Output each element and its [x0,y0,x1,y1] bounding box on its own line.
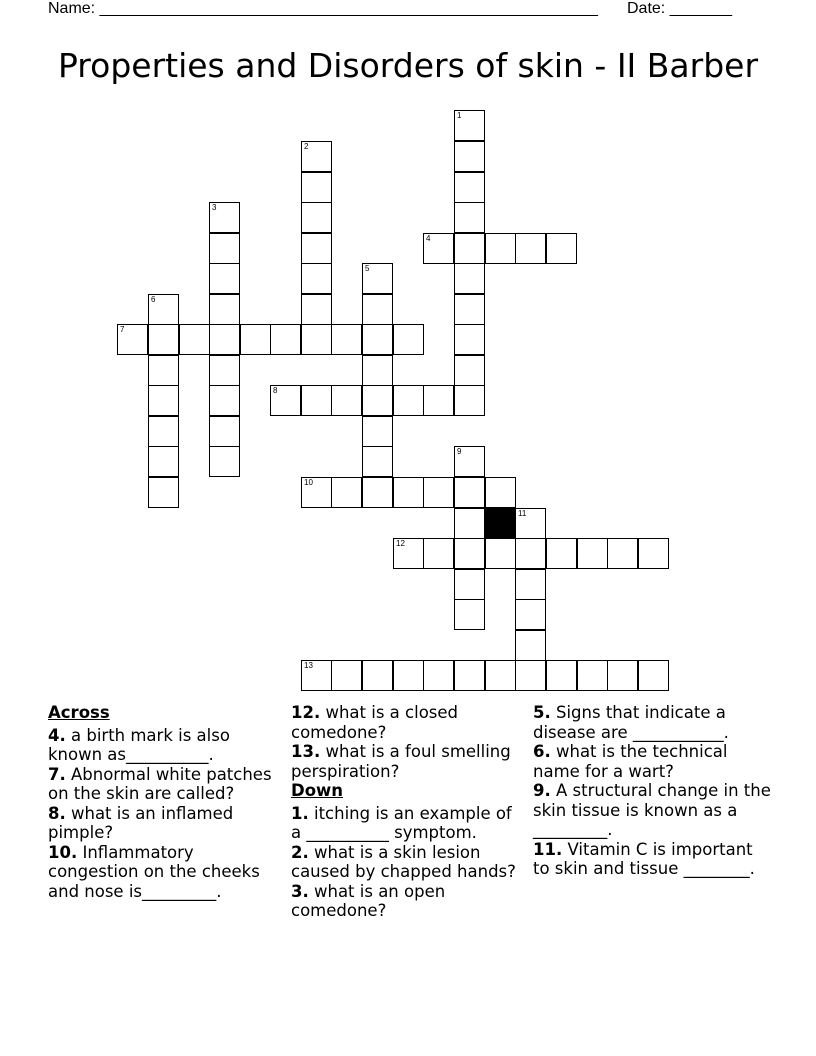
grid-cell[interactable] [270,385,301,416]
grid-cell[interactable] [301,263,332,294]
grid-cell[interactable] [301,172,332,203]
grid-cell[interactable] [393,660,424,691]
grid-cell[interactable] [454,660,485,691]
cell-number: 8 [273,386,278,395]
grid-cell[interactable] [301,385,332,416]
clue-down-6: 6. what is the technical name for a wart? [533,742,728,781]
clue-down-2: 2. what is a skin lesion caused by chapped hands? [291,842,516,881]
grid-cell[interactable] [301,294,332,325]
page-title: Properties and Disorders of skin - II Barber [57,46,759,85]
grid-cell[interactable] [209,263,240,294]
grid-cell[interactable] [515,508,546,539]
cell-number: 11 [518,509,527,518]
grid-cell[interactable] [331,324,362,355]
grid-cell[interactable] [148,355,179,386]
clue-down-3: 3. what is an open comedone? [291,881,446,920]
cell-number: 6 [151,295,156,304]
grid-cell[interactable] [454,599,485,630]
grid-cell[interactable] [485,477,516,508]
grid-cell[interactable] [209,416,240,447]
clue-across-12: 12. what is a closed comedone? [291,703,459,742]
grid-cell[interactable] [331,660,362,691]
grid-cell[interactable] [331,385,362,416]
grid-cell[interactable] [148,294,179,325]
grid-cell[interactable] [607,538,638,569]
grid-cell[interactable] [454,385,485,416]
grid-cell[interactable] [179,324,210,355]
grid-cell[interactable] [454,202,485,233]
down-heading: Down [291,781,344,800]
grid-cell[interactable] [362,446,393,477]
grid-cell[interactable] [362,263,393,294]
grid-cell[interactable] [454,355,485,386]
grid-cell[interactable] [209,324,240,355]
grid-cell[interactable] [148,446,179,477]
grid-cell[interactable] [148,477,179,508]
grid-cell[interactable] [485,538,516,569]
cell-number: 2 [304,142,309,151]
grid-cell[interactable] [301,324,332,355]
grid-cell[interactable] [454,172,485,203]
grid-cell[interactable] [148,324,179,355]
grid-cell[interactable] [209,233,240,264]
grid-cell[interactable] [362,294,393,325]
grid-cell[interactable] [454,569,485,600]
grid-cell[interactable] [638,660,669,691]
grid-cell[interactable] [423,660,454,691]
clue-down-11: 11. Vitamin C is important to skin and tissue ________. [533,839,755,878]
grid-cell[interactable] [301,477,332,508]
grid-cell[interactable] [423,538,454,569]
grid-cell[interactable] [454,538,485,569]
clue-across-13: 13. what is a foul smelling perspiration? [291,742,511,781]
grid-cell[interactable] [393,477,424,508]
grid-cell[interactable] [209,294,240,325]
grid-cell[interactable] [240,324,271,355]
clue-across-4: 4. a birth mark is also known as__________. [48,725,230,764]
grid-cell[interactable] [209,355,240,386]
across-heading: Across [48,703,110,722]
grid-cell[interactable] [270,324,301,355]
grid-cell[interactable] [423,385,454,416]
grid-cell[interactable] [209,202,240,233]
grid-cell[interactable] [148,416,179,447]
cell-number: 7 [120,325,125,334]
grid-cell[interactable] [209,385,240,416]
clue-down-5: 5. Signs that indicate a disease are ___________. [533,703,729,742]
grid-cell[interactable] [515,630,546,661]
grid-cell[interactable] [454,324,485,355]
grid-cell[interactable] [148,385,179,416]
grid-cell[interactable] [454,110,485,141]
grid-cell[interactable] [454,294,485,325]
cell-number: 13 [304,661,313,670]
grid-cell[interactable] [393,385,424,416]
grid-cell[interactable] [393,324,424,355]
grid-cell[interactable] [117,324,148,355]
grid-cell[interactable] [454,446,485,477]
grid-cell[interactable] [546,660,577,691]
clue-column-3 [533,703,773,879]
cell-number: 3 [212,203,217,212]
blocked-cell [485,508,516,539]
clue-across-7: 7. Abnormal white patches on the skin are called? [48,764,272,803]
grid-cell[interactable] [515,599,546,630]
grid-cell[interactable] [607,660,638,691]
grid-cell[interactable] [393,538,424,569]
grid-cell[interactable] [546,538,577,569]
clue-across-10: 10. Inflammatory congestion on the cheeks and nose is_________. [48,842,260,901]
grid-cell[interactable] [362,355,393,386]
clue-down-9: 9. A structural change in the skin tissue is known as a _________. [533,781,771,839]
grid-cell[interactable] [454,263,485,294]
cell-number: 10 [304,478,313,487]
grid-cell[interactable] [423,233,454,264]
clue-across-8: 8. what is an inflamed pimple? [48,803,234,842]
clue-column-2 [291,703,527,921]
grid-cell[interactable] [301,141,332,172]
grid-cell[interactable] [423,477,454,508]
grid-cell[interactable] [515,660,546,691]
grid-cell[interactable] [454,141,485,172]
grid-cell[interactable] [485,233,516,264]
grid-cell[interactable] [515,233,546,264]
grid-cell[interactable] [515,538,546,569]
grid-cell[interactable] [515,569,546,600]
grid-cell[interactable] [362,324,393,355]
grid-cell[interactable] [362,416,393,447]
clue-column-1 [48,703,278,901]
grid-cell[interactable] [301,202,332,233]
grid-cell[interactable] [362,385,393,416]
date-field[interactable]: Date: _______ [627,0,732,17]
grid-cell[interactable] [638,538,669,569]
grid-cell[interactable] [209,446,240,477]
cell-number: 1 [457,111,462,120]
grid-cell[interactable] [577,660,608,691]
grid-cell[interactable] [301,660,332,691]
grid-cell[interactable] [362,477,393,508]
grid-cell[interactable] [331,477,362,508]
cell-number: 12 [396,539,405,548]
grid-cell[interactable] [362,660,393,691]
grid-cell[interactable] [485,660,516,691]
cell-number: 4 [426,234,431,243]
cell-number: 9 [457,447,462,456]
grid-cell[interactable] [577,538,608,569]
name-field[interactable]: Name: ________________________________________________________ [48,0,598,17]
grid-cell[interactable] [454,233,485,264]
grid-cell[interactable] [454,477,485,508]
grid-cell[interactable] [301,233,332,264]
grid-cell[interactable] [546,233,577,264]
cell-number: 5 [365,264,370,273]
grid-cell[interactable] [454,508,485,539]
clue-down-1: 1. itching is an example of a __________ symptom. [291,803,512,842]
